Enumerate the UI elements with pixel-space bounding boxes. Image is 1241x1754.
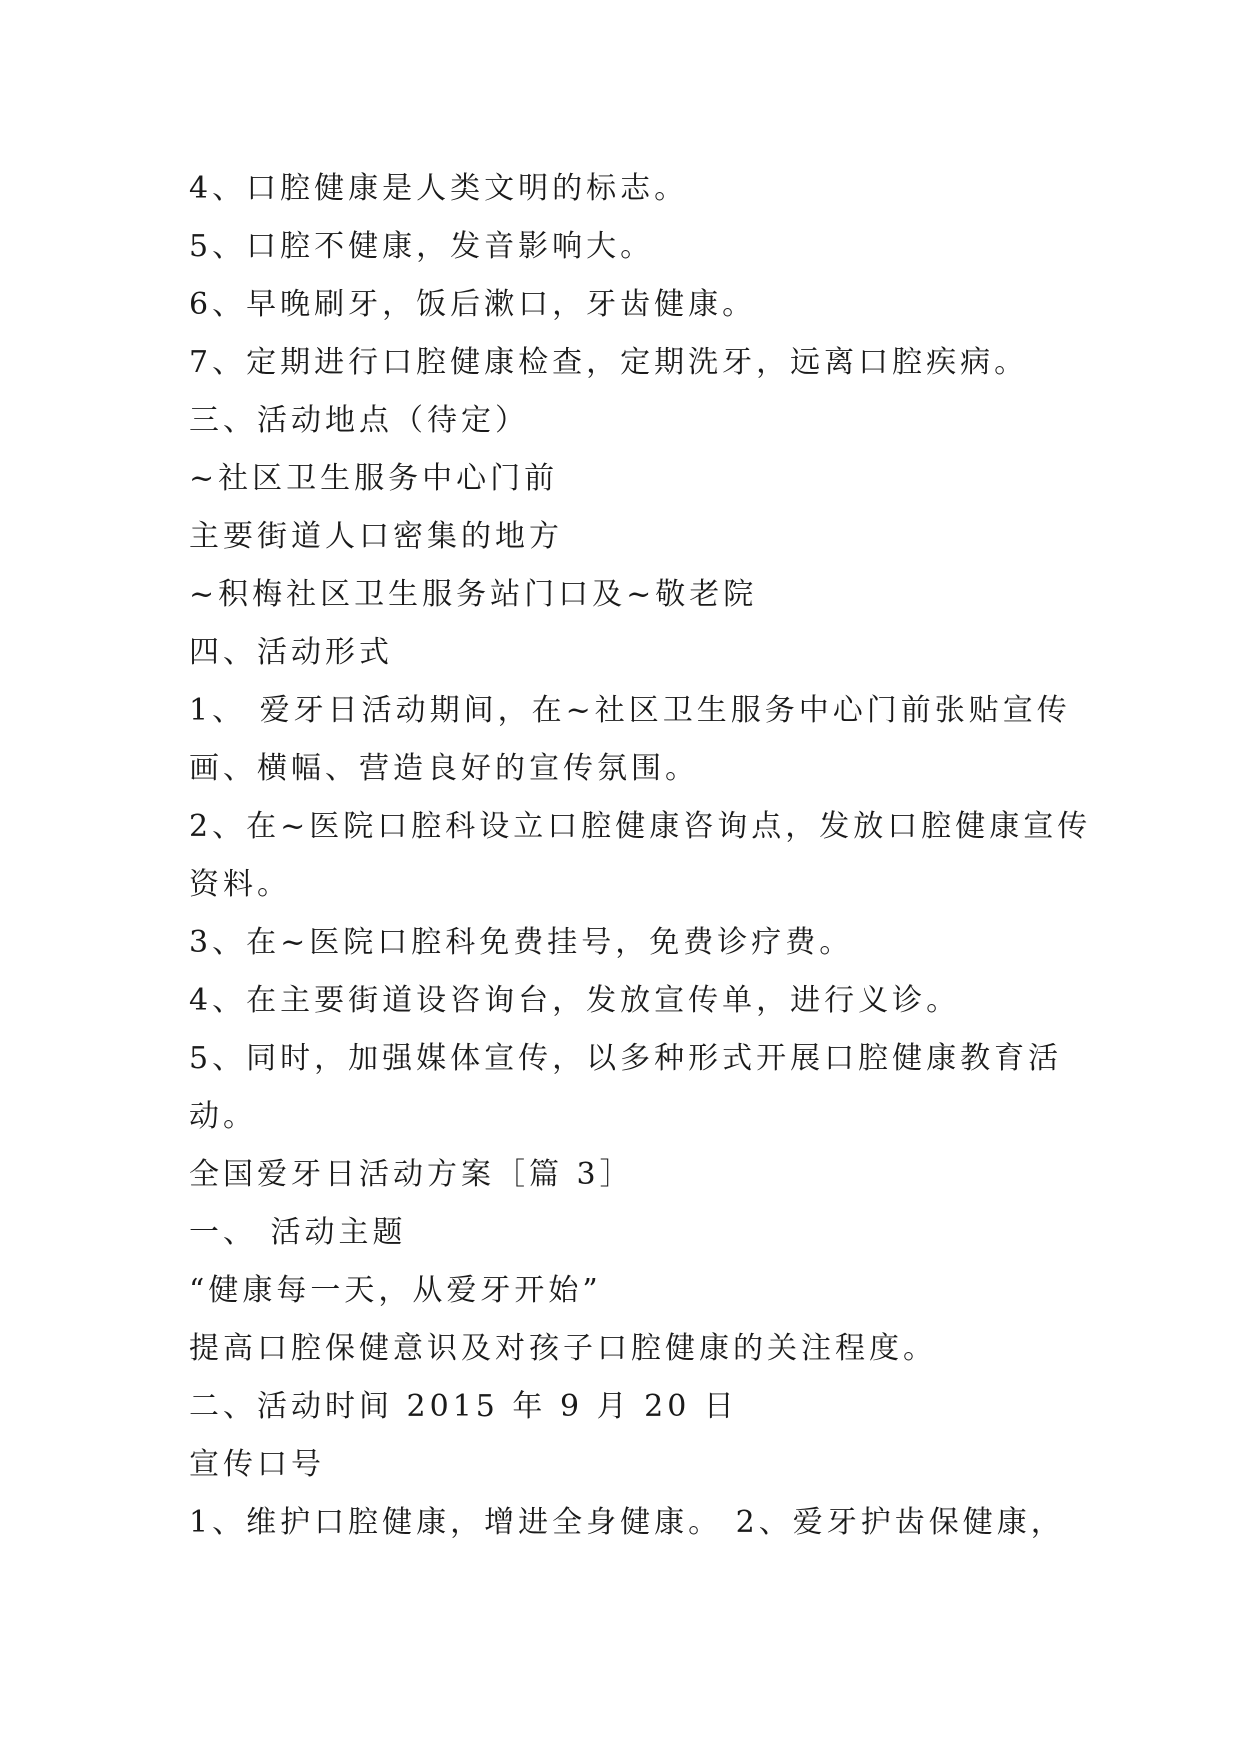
text-line: 5、同时，加强媒体宣传，以多种形式开展口腔健康教育活 [189,1041,1063,1076]
document-title: 全国爱牙日活动方案［篇 3］ [189,1157,634,1192]
text-line: “健康每一天，从爱牙开始” [189,1273,602,1308]
section-heading: 一、 活动主题 [189,1215,407,1250]
text-line: 提高口腔保健意识及对孩子口腔健康的关注程度。 [189,1331,937,1366]
text-line: 6、早晚刷牙，饭后漱口，牙齿健康。 [189,287,757,322]
text-line: 动。 [189,1099,257,1134]
text-line: 1、 爱牙日活动期间，在~社区卫生服务中心门前张贴宣传 [189,693,1071,728]
text-line: 7、定期进行口腔健康检查，定期洗牙，远离口腔疾病。 [189,345,1029,380]
text-line: 4、在主要街道设咨询台，发放宣传单，进行义诊。 [189,983,961,1018]
text-line: 主要街道人口密集的地方 [189,519,563,554]
text-line: 资料。 [189,867,291,902]
text-line: ~积梅社区卫生服务站门口及~敬老院 [189,577,758,612]
text-line: 2、在~医院口腔科设立口腔健康咨询点，发放口腔健康宣传 [189,809,1092,844]
text-line: 画、横幅、营造良好的宣传氛围。 [189,751,699,786]
text-line: 4、口腔健康是人类文明的标志。 [189,171,689,206]
section-heading: 四、活动形式 [189,635,393,670]
text-line: ~社区卫生服务中心门前 [189,461,559,496]
text-line: 宣传口号 [189,1447,325,1482]
text-line: 1、维护口腔健康，增进全身健康。 2、爱牙护齿保健康， [189,1505,1065,1540]
text-line: 5、口腔不健康，发音影响大。 [189,229,655,264]
text-line: 3、在~医院口腔科免费挂号，免费诊疗费。 [189,925,854,960]
section-heading: 三、活动地点（待定） [189,403,529,438]
document-body [189,160,1092,1552]
section-heading: 二、活动时间 2015 年 9 月 20 日 [189,1389,738,1424]
